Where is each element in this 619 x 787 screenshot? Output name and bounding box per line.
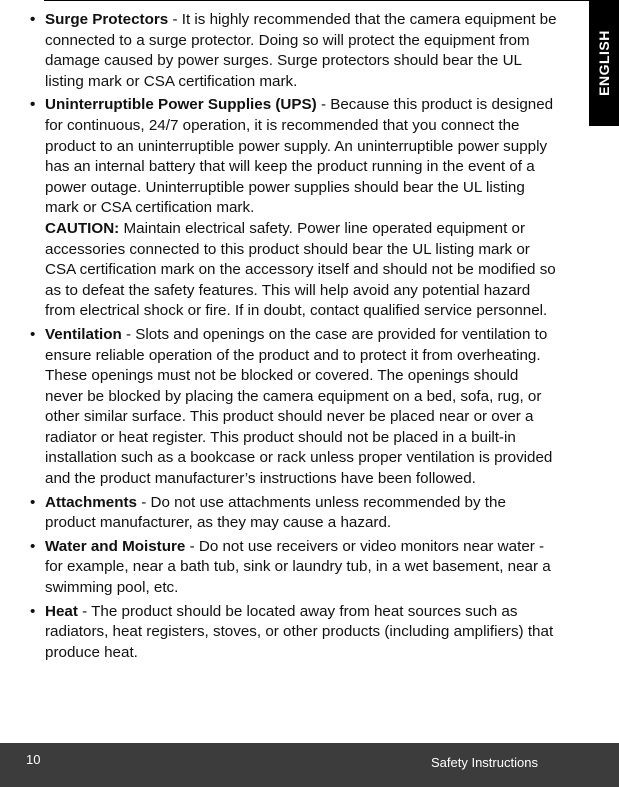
item-term: Surge Protectors — [45, 11, 169, 28]
caution-text: Maintain electrical safety. Power line operated equipment or accessories connected to this product should bear the UL listing mark or CSA certification mark on the accessory itself and should not be modified so as to defeat the safety features. This will help avoid any potential hazard from electrical shock or fire. If in doubt, contact qualified service personnel. — [45, 219, 556, 320]
bullet-icon: • — [30, 11, 36, 28]
bullet-icon: • — [30, 96, 36, 114]
item-term: Water and Moisture — [45, 537, 186, 555]
footer-section-title: Safety Instructions — [431, 755, 538, 770]
language-tab-label: ENGLISH — [596, 30, 613, 96]
bullet-icon: • — [30, 537, 36, 555]
item-term: Heat — [45, 602, 78, 620]
list-item-ups — [27, 95, 557, 322]
item-text: - Because this product is designed for continuous, 24/7 operation, it is recommended that you connect the product to an uninterruptible power supply. An uninterruptible power supply has an internal battery that will keep the product running in the event of a power outage. Uninterruptible power supplies should bear the UL listing mark or CSA certification mark. — [45, 96, 554, 217]
bullet-icon: • — [30, 602, 36, 620]
bullet-icon: • — [30, 493, 36, 511]
item-text: - Do not use receivers or video monitors near water - for example, near a bath tub, sink or laundry tub, in a wet basement, near a swimming pool, etc. — [45, 537, 551, 597]
item-text: - The product should be located away from heat sources such as radiators, heat registers, stoves, or other products (including amplifiers) that produce heat. — [45, 602, 554, 661]
caution-paragraph — [45, 219, 557, 322]
list-item-surge-protectors — [27, 10, 557, 92]
item-text: - Do not use attachments unless recommended by the product manufacturer, as they may cause a hazard. — [45, 493, 506, 532]
item-text: - Slots and openings on the case are provided for ventilation to ensure reliable operation of the product and to protect it from overheating. These openings must not be blocked or covered. The openings should never be blocked by placing the camera equipment on a bed, sofa, rug, or other similar surface. This product should never be placed near or over a radiator or heat register. This product should not be placed in a built-in installation such as a bookcase or rack unless proper ventilation is provided and the product manufacturer’s instructions have been followed. — [45, 325, 553, 488]
language-tab — [589, 0, 619, 126]
item-term: Uninterruptible Power Supplies (UPS) — [45, 96, 317, 114]
page-number: 10 — [26, 752, 41, 767]
list-item-heat — [27, 602, 557, 664]
item-text: - It is highly recommended that the camera equipment be connected to a surge protector. Doing so will protect the equipment from damage caused by power surges. Surge protectors should bear the UL listing mark or CSA certification mark. — [45, 11, 557, 90]
bullet-icon: • — [30, 325, 36, 343]
item-term: Attachments — [45, 493, 137, 511]
safety-list — [27, 10, 557, 666]
item-term: Ventilation — [45, 325, 122, 343]
top-rule — [44, 0, 589, 1]
list-item-water-moisture — [27, 537, 557, 599]
list-item-attachments — [27, 493, 557, 534]
caution-term: CAUTION: — [45, 219, 120, 237]
page-footer — [0, 743, 619, 787]
list-item-ventilation — [27, 325, 557, 490]
